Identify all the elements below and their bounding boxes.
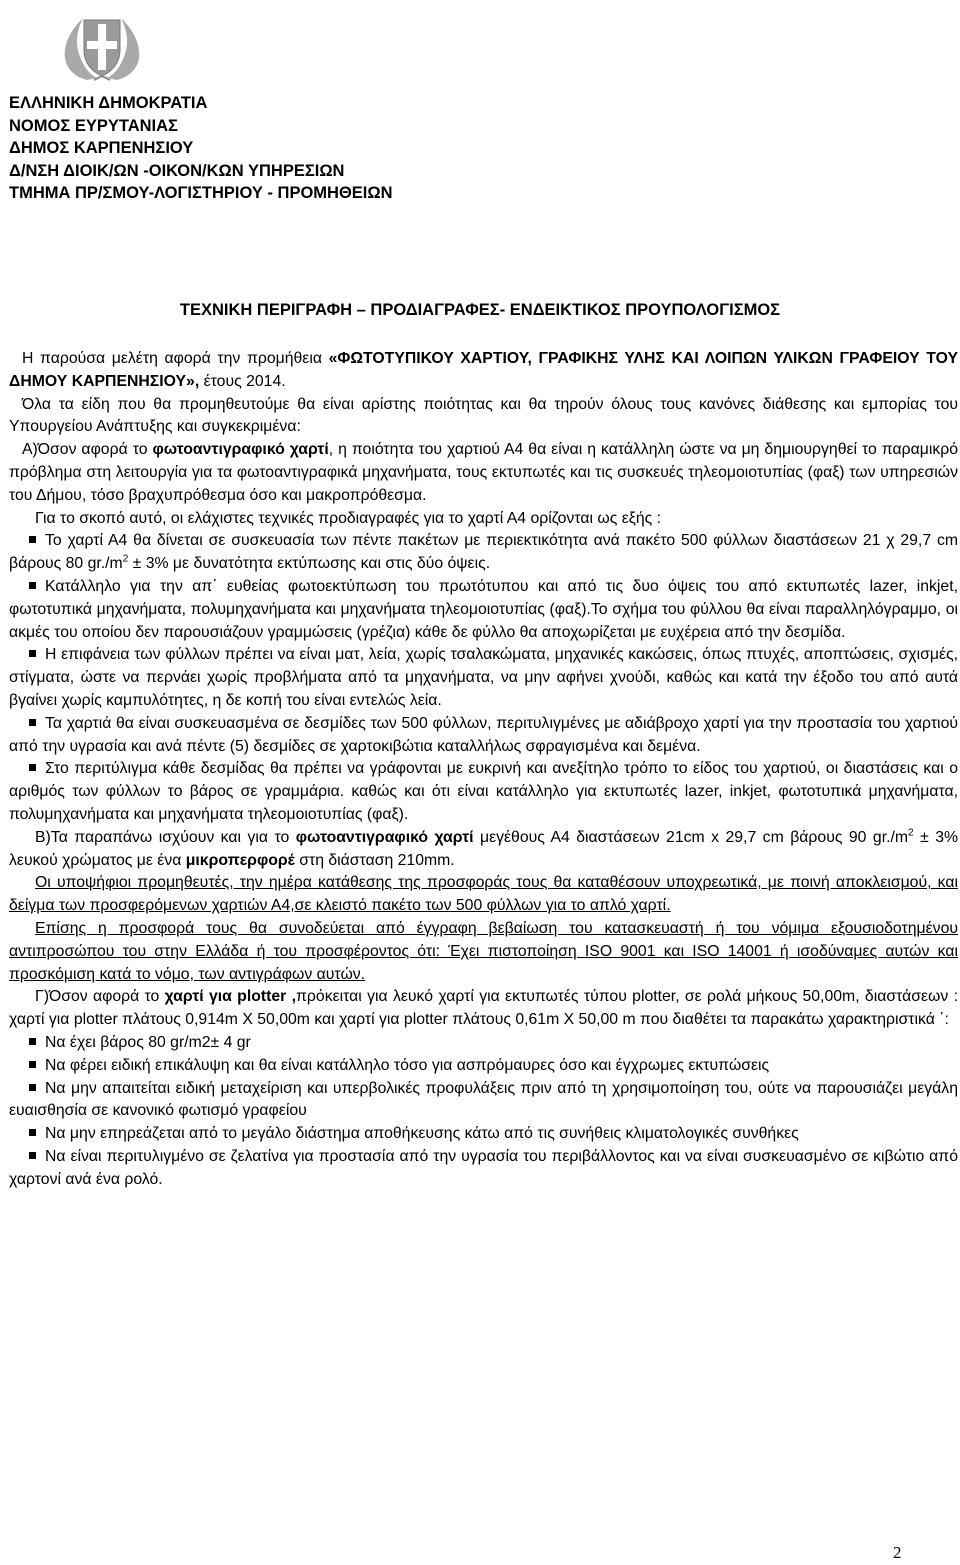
samples-requirement: Οι υποψήφιοι προμηθευτές, την ημέρα κατάθεσης της προσφοράς τους θα καταθέσουν υποχρεωτικά, με ποινή αποκλεισμού, και δείγμα των προσφερόμενων χαρτιών Α4,σε κλειστό πακέτο των 500 φύλλων για το απλό χαρτί. — [9, 874, 958, 915]
bullet-icon — [29, 1061, 36, 1068]
bullet-icon — [29, 764, 36, 771]
certification-requirement: Επίσης η προσφορά τους θα συνοδεύεται από έγγραφη βεβαίωση του κατασκευαστή ή του νόμιμα εξουσιοδοτημένου αντιπροσώπου του στην Ελλάδα ή του προσφέροντος ότι: Έχει πιστοποίηση ISO 9001 και ISO 14001 ή ισοδύναμες αυτών και προσκόμιση κατά το νόμο, των αντιγράφων αυτών. — [9, 919, 958, 983]
page-number: 2 — [893, 1543, 902, 1562]
spec-bullet-3 — [9, 644, 958, 712]
plotter-bullet-5 — [9, 1146, 958, 1192]
bullet-icon — [29, 1152, 36, 1159]
bullet-icon — [29, 1129, 36, 1136]
section-g-paragraph — [9, 986, 958, 1032]
section-b-tail: στη διάσταση 210mm. — [294, 851, 455, 869]
plotter-bullet-3-text: Να μην απαιτείται ειδική μεταχείριση και υπερβολικές προφυλάξεις πριν από τη χρησιμοποίηση του, ούτε να παρουσιάζει μεγάλη ευαισθησία σε κανονικό φωτισμό γραφείου — [9, 1079, 958, 1120]
plotter-bullet-1 — [9, 1032, 958, 1055]
section-b-item: φωτοαντιγραφικό χαρτί — [295, 828, 474, 846]
spec-bullet-5-text: Στο περιτύλιγμα κάθε δεσμίδας θα πρέπει να γράφονται με ευκρινή και ανεξίτηλο τρόπο το είδος του χαρτιού, οι διαστάσεις και ο αριθμός των φύλλων το βάρος σε γραμμάρια. καθώς και ότι είναι κατάλληλο για εκτυπωτές lazer, inkjet, φωτοτυπικά μηχανήματα, πολυμηχανήματα και μηχανήματα τηλεομοιοτυπίας (φαξ). — [9, 760, 958, 823]
spec-bullet-5 — [9, 758, 958, 826]
spec-bullet-4 — [9, 713, 958, 759]
bullet-icon — [29, 1038, 36, 1045]
spec-bullet-1-tail: ± 3% με δυνατότητα εκτύπωσης και στις δύο όψεις. — [128, 555, 491, 573]
specs-intro: Για το σκοπό αυτό, οι ελάχιστες τεχνικές προδιαγραφές για το χαρτί Α4 ορίζονται ως εξής : — [35, 509, 662, 527]
header-line-department: ΤΜΗΜΑ ΠΡ/ΣΜΟΥ-ΛΟΓΙΣΤΗΡΙΟΥ - ΠΡΟΜΗΘΕΙΩΝ — [9, 184, 393, 203]
plotter-bullet-2-text: Να φέρει ειδική επικάλυψη και θα είναι κατάλληλο τόσο για ασπρόμαυρες όσο και έγχρωμες εκτυπώσεις — [45, 1056, 770, 1074]
intro-text: Η παρούσα μελέτη αφορά την προμήθεια — [22, 350, 329, 367]
spec-bullet-1-text: Το χαρτί Α4 θα δίνεται σε συσκευασία των πέντε πακέτων με περιεκτικότητα ανά πακέτο 500 φύλλων διαστάσεων 21 χ 29,7 cm βάρους 80 gr./m — [9, 532, 958, 573]
document-body — [9, 348, 958, 1191]
plotter-bullet-5-text: Να είναι περιτυλιγμένο σε ζελατίνα για προστασία από την υγρασία του περιβάλλοντος και να είναι συσκευασμένο σε κιβώτιο από χαρτονί ανά ένα ρολό. — [9, 1147, 958, 1188]
spec-bullet-3-text: Η επιφάνεια των φύλλων πρέπει να είναι ματ, λεία, χωρίς τσαλακώματα, μηχανικές κακώσεις, όπως πτυχές, αποπτώσεις, σχισμές, στίγματα, ώστε να περνάει χωρίς προβλήματα από τα μηχανήματα, να μην αφήνει χνούδι, καθώς και κατά την έξοδο του από αυτά βγαίνει χωρίς καμπυλότητες, η δε κοπή του είναι εντελώς λεία. — [9, 646, 958, 709]
greek-emblem-icon — [59, 6, 145, 82]
section-a-text: , η ποιότητα του χαρτιού Α4 θα είναι η κατάλληλη ώστε να μη δημιουργηθεί το παραμικρό πρόβλημα στη λειτουργία για τα φωτοαντιγραφικά μηχανήματα, τους εκτυπωτές και τις συσκευές τηλεομοιοτυπίας (φαξ) των υπηρεσιών του Δήμου, τόσο βραχυπρόθεσμα όσο και μακροπρόθεσμα. — [9, 441, 959, 504]
section-b-lead: Β)Τα παραπάνω ισχύουν και για το — [35, 828, 296, 846]
intro-paragraph — [9, 348, 958, 394]
header-line-prefecture: ΝΟΜΟΣ ΕΥΡΥΤΑΝΙΑΣ — [9, 116, 178, 135]
document-title: ΤΕΧΝΙΚΗ ΠΕΡΙΓΡΑΦΗ – ΠΡΟΔΙΑΓΡΑΦΕΣ- ΕΝΔΕΙΚΤΙΚΟΣ ΠΡΟΥΠΟΛΟΓΙΣΜΟΣ — [179, 301, 781, 319]
section-b-text: μεγέθους Α4 διαστάσεων 21cm x 29,7 cm βάρους 90 gr./m — [473, 828, 909, 846]
section-g-lead: Γ)Όσον αφορά το — [35, 988, 165, 1006]
header-line-municipality: ΔΗΜΟΣ ΚΑΡΠΕΝΗΣΙΟΥ — [9, 139, 194, 158]
spec-bullet-1 — [9, 530, 958, 576]
header-line-directorate: Δ/ΝΣΗ ΔΙΟΙΚ/ΩΝ -ΟΙΚΟΝ/ΚΩΝ ΥΠΗΡΕΣΙΩΝ — [9, 161, 345, 180]
plotter-bullet-4 — [9, 1123, 958, 1146]
bullet-icon — [29, 1084, 36, 1091]
plotter-bullet-1-text: Να έχει βάρος 80 gr/m2± 4 gr — [45, 1033, 251, 1051]
section-b-text-2: ± 3% λευκού χρώματος με ένα — [9, 828, 959, 869]
intro-year: έτους 2014. — [199, 372, 286, 390]
section-b-paragraph — [9, 827, 958, 873]
spec-bullet-4-text: Τα χαρτιά θα είναι συσκευασμένα σε δεσμίδες των 500 φύλλων, περιτυλιγμένες με αδιάβροχο χαρτί για την προστασία του χαρτιού από την υγρασία και ανά πέντε (5) δεσμίδες σε χαρτοκιβώτια καταλλήλως σφραγισμένα και δεμένα. — [9, 714, 958, 755]
spec-bullet-2 — [9, 576, 958, 644]
issuer-header — [9, 92, 609, 205]
section-b-perforation: μικροπερφορέ — [185, 851, 295, 869]
bullet-icon — [29, 536, 36, 543]
bullet-icon — [29, 582, 36, 589]
section-g-item: χαρτί για plotter , — [164, 988, 297, 1006]
plotter-bullet-3 — [9, 1078, 958, 1124]
section-a-item: φωτοαντιγραφικό χαρτί — [152, 441, 329, 459]
quality-paragraph: Όλα τα είδη που θα προμηθευτούμε θα είναι αρίστης ποιότητας και θα τηρούν όλους τους κανόνες διάθεσης και εμπορίας του Υπουργείου Ανάπτυξης και συγκεκριμένα: — [9, 395, 958, 436]
spec-bullet-2-text: Κατάλληλο για την απ΄ ευθείας φωτοεκτύπωση του πρωτότυπου και από τις δυο όψεις του από εκτυπωτές lazer, inkjet, φωτοτυπικά μηχανήματα, πολυμηχανήματα και μηχανήματα τηλεομοιοτυπίας (φαξ).Το σχήμα του φύλλου θα είναι παραλληλόγραμμο, οι ακμές του οποίου δεν παρουσιάζουν γραμμώσεις (γρέζια) κάθε δε φύλλο θα αποχωρίζεται με ευχέρεια από την δεσμίδα. — [9, 577, 958, 641]
superscript: 2 — [122, 553, 129, 565]
header-line-republic: ΕΛΛΗΝΙΚΗ ΔΗΜΟΚΡΑΤΙΑ — [9, 94, 208, 112]
bullet-icon — [29, 719, 36, 726]
section-a-paragraph — [9, 439, 958, 507]
section-a-lead: Α)Όσον αφορά το — [22, 441, 153, 459]
bullet-icon — [29, 650, 36, 657]
superscript: 2 — [908, 827, 914, 839]
plotter-bullet-4-text: Να μην επηρεάζεται από το μεγάλο διάστημα αποθήκευσης κάτω από τις συνήθεις κλιματολογικές συνθήκες — [45, 1125, 799, 1143]
section-g-text: πρόκειται για λευκό χαρτί για εκτυπωτές τύπου plotter, σε ρολά μήκους 50,00m, διαστάσεων : χαρτί για plotter πλάτους 0,914m X 50,00m και χαρτί για plotter πλάτους 0,61m X 50,00 m που διαθέτει τα παρακάτω χαρακτηριστικά ΄: — [9, 988, 958, 1029]
plotter-bullet-2 — [9, 1055, 958, 1078]
intro-subject: «ΦΩΤΟΤΥΠΙΚΟΥ ΧΑΡΤΙΟΥ, ΓΡΑΦΙΚΗΣ ΥΛΗΣ ΚΑΙ ΛΟΙΠΩΝ ΥΛΙΚΩΝ ΓΡΑΦΕΙΟΥ ΤΟΥ ΔΗΜΟΥ ΚΑΡΠΕΝΗΣΙΟΥ», — [9, 350, 958, 390]
